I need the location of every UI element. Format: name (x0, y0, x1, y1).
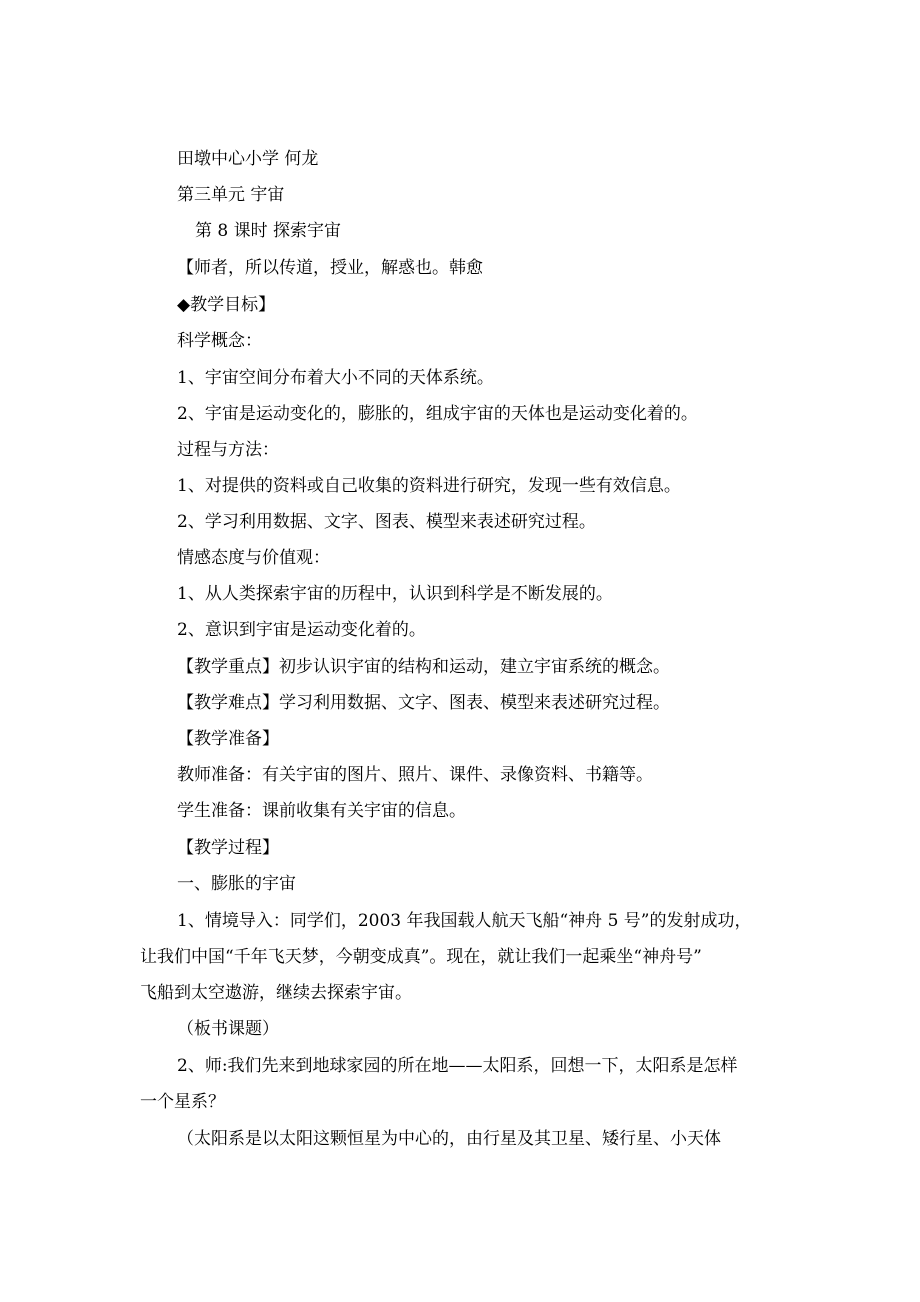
method-title: 过程与方法： (177, 440, 279, 460)
concept-item-2: 2、宇宙是运动变化的，膨胀的，组成宇宙的天体也是运动变化着的。 (177, 404, 698, 424)
preparation-heading: 【教学准备】 (177, 729, 279, 749)
author-line: 田墩中心小学 何龙 (177, 149, 319, 169)
emotion-item-2: 2、意识到宇宙是运动变化着的。 (177, 620, 426, 640)
teacher-preparation: 教师准备：有关宇宙的图片、照片、课件、录像资料、书籍等。 (177, 765, 653, 785)
key-point: 【教学重点】初步认识宇宙的结构和运动，建立宇宙系统的概念。 (177, 657, 670, 677)
board-note: （板书课题） (177, 1019, 279, 1039)
quote-line: 【师者，所以传道，授业，解惑也。韩愈 (177, 258, 483, 278)
concept-title: 科学概念： (177, 331, 262, 351)
unit-title: 第三单元 宇宙 (177, 185, 285, 205)
paragraph-1-line-1: 1、情境导入：同学们，2003 年我国载人航天飞船“神舟 5 号”的发射成功， (177, 911, 752, 931)
paragraph-3-line-1: （太阳系是以太阳这颗恒星为中心的，由行星及其卫星、矮行星、小天体 (177, 1129, 721, 1149)
emotion-title: 情感态度与价值观： (177, 548, 330, 568)
student-preparation: 学生准备：课前收集有关宇宙的信息。 (177, 801, 466, 821)
paragraph-1-line-3: 飞船到太空遨游，继续去探索宇宙。 (140, 983, 412, 1003)
objectives-heading: ◆教学目标】 (177, 295, 276, 315)
paragraph-2-line-2: 一个星系？ (140, 1092, 225, 1112)
difficulty: 【教学难点】学习利用数据、文字、图表、模型来表述研究过程。 (177, 693, 670, 713)
emotion-item-1: 1、从人类探索宇宙的历程中，认识到科学是不断发展的。 (177, 584, 613, 604)
paragraph-1-line-2: 让我们中国“千年飞天梦，今朝变成真”。现在，就让我们一起乘坐“神舟号” (140, 947, 702, 967)
section-title: 一、膨胀的宇宙 (177, 874, 296, 894)
method-item-2: 2、学习利用数据、文字、图表、模型来表述研究过程。 (177, 512, 596, 532)
lesson-title: 第 8 课时 探索宇宙 (195, 221, 342, 241)
method-item-1: 1、对提供的资料或自己收集的资料进行研究，发现一些有效信息。 (177, 476, 681, 496)
process-heading: 【教学过程】 (177, 838, 279, 858)
concept-item-1: 1、宇宙空间分布着大小不同的天体系统。 (177, 368, 494, 388)
paragraph-2-line-1: 2、师:我们先来到地球家园的所在地——太阳系，回想一下，太阳系是怎样 (177, 1056, 738, 1076)
